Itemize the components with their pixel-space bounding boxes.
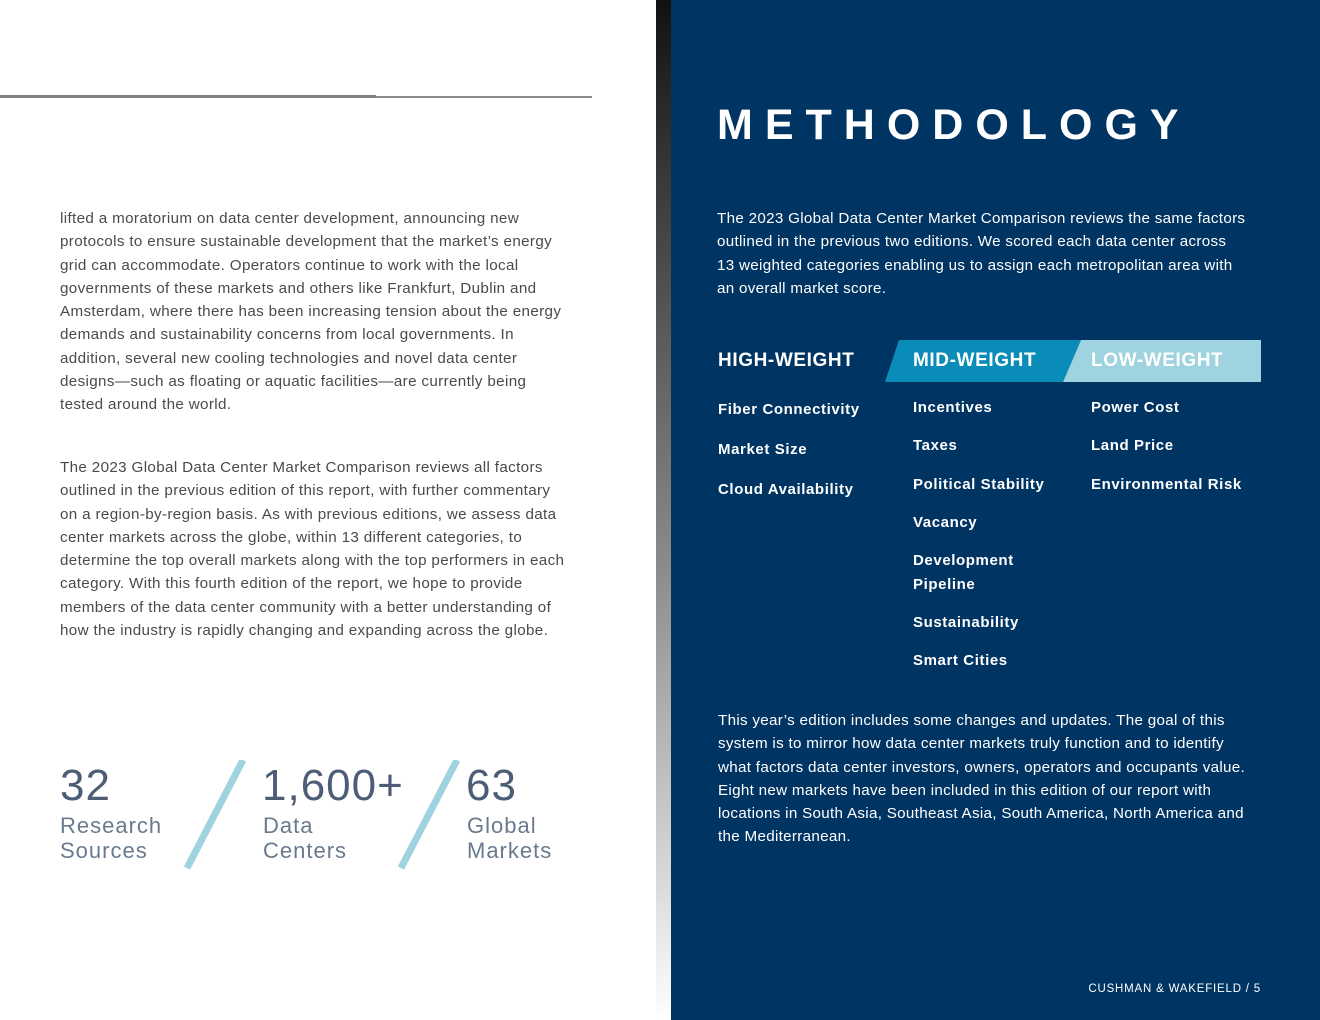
page-footer: CUSHMAN & WAKEFIELD / 5 — [1088, 983, 1261, 995]
list-item: Political Stability — [913, 476, 1045, 493]
stat-label — [60, 813, 162, 863]
methodology-closing: This year’s edition includes some changes and updates. The goal of this system is to mirror how data center markets truly function and to identify what factors data center investors, owners, operators and occupants value. Eight new markets have been included in this edition of our report with locations in South Asia, Southeast Asia, South America, North America and the Mediterranean. — [718, 712, 1246, 846]
list-item: Incentives — [913, 399, 993, 416]
stat-label-line: Research — [60, 813, 163, 838]
stat-label — [467, 813, 552, 863]
methodology-intro: The 2023 Global Data Center Market Comparison reviews the same factors outlined in the previous two editions. We scored each data center across 13 weighted categories enabling us to assign each metropolitan area with an overall market score. — [717, 210, 1246, 297]
list-item: Smart Cities — [913, 652, 1008, 669]
body-paragraph-1: lifted a moratorium on data center development, announcing new protocols to ensure sustainable development that the market’s energy grid can accommodate. Operators continue to work with the local governments of these markets and others like Frankfurt, Dublin and Amsterdam, where there has been increasing tension about the energy demands and sustainability concerns from local governments. In addition, several new cooling technologies and novel data center designs—such as floating or aquatic facilities—are currently being tested around the world. — [60, 210, 562, 414]
stat-value: 1,600+ — [262, 761, 404, 810]
list-item: Taxes — [913, 437, 958, 454]
list-item: Vacancy — [913, 514, 978, 531]
stat-label — [263, 813, 347, 863]
body-paragraph-2: The 2023 Global Data Center Market Comparison reviews all factors outlined in the previous edition of this report, with further commentary on a region-by-region basis. As with previous editions, we assess data center markets across the globe, within 13 different categories, to determine the top overall markets along with the top performers in each category. With this fourth edition of the report, we hope to provide members of the data center community with a better understanding of how the industry is rapidly changing and expanding across the globe. — [60, 459, 565, 640]
stat-label-line: Global — [467, 813, 537, 838]
stat-label-line: Markets — [467, 838, 553, 863]
stat-value: 32 — [60, 761, 111, 810]
list-item: Environmental Risk — [1091, 476, 1242, 493]
list-item: Fiber Connectivity — [718, 401, 860, 418]
stat-label-line: Data — [263, 813, 314, 838]
page-title: METHODOLOGY — [717, 101, 1191, 149]
top-rule — [0, 95, 376, 98]
high-weight-label: HIGH-WEIGHT — [718, 350, 855, 371]
stat-divider-slash — [394, 760, 464, 872]
page-gutter-gradient — [656, 0, 671, 1020]
list-item: Power Cost — [1091, 399, 1180, 416]
right-page — [671, 0, 1320, 1020]
mid-weight-label: MID-WEIGHT — [913, 350, 1037, 371]
list-item: Land Price — [1091, 437, 1174, 454]
list-item: Pipeline — [913, 576, 976, 593]
list-item: Development — [913, 552, 1014, 569]
low-weight-label: LOW-WEIGHT — [1091, 350, 1224, 371]
list-item: Cloud Availability — [718, 481, 854, 498]
stat-label-line: Centers — [263, 838, 348, 863]
list-item: Sustainability — [913, 614, 1019, 631]
left-page — [0, 0, 656, 1020]
stat-label-line: Sources — [60, 838, 148, 863]
stat-divider-slash — [180, 760, 250, 872]
list-item: Market Size — [718, 441, 808, 458]
stat-value: 63 — [466, 761, 517, 810]
top-rule-extension — [376, 96, 592, 98]
